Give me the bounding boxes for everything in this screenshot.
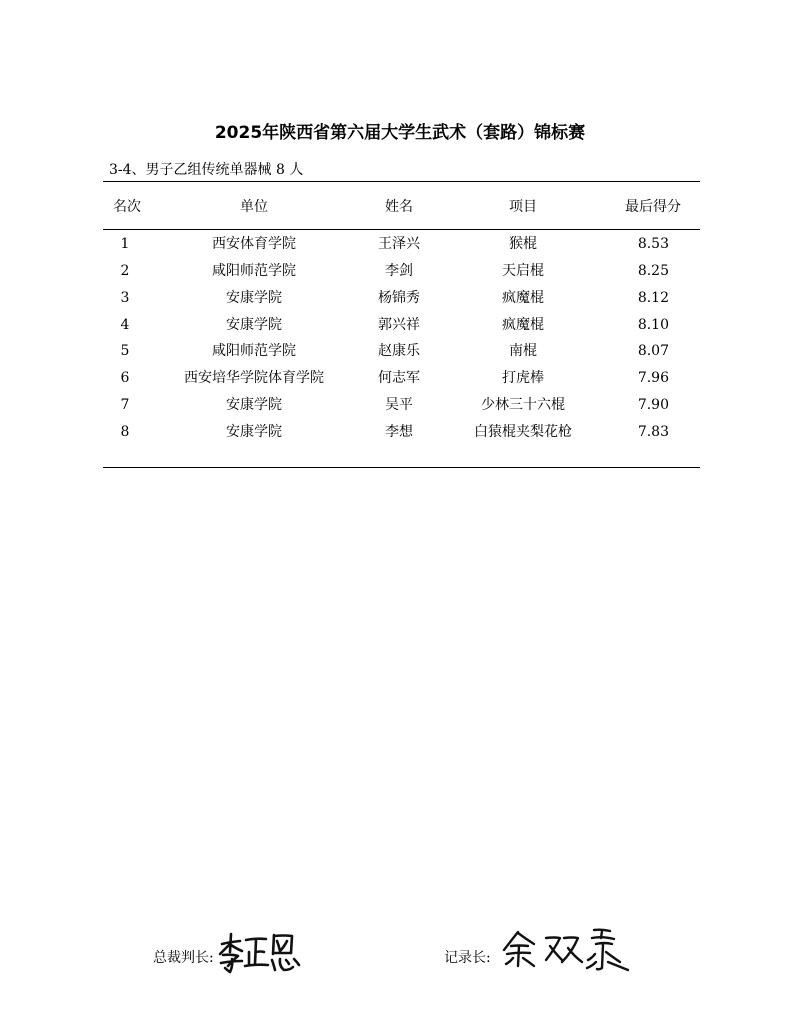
table-row [103,312,700,338]
cell-rank: 7 [120,397,130,413]
header-event: 项目 [509,199,537,215]
cell-score: 8.07 [637,343,669,359]
header-name: 姓名 [385,199,413,215]
cell-rank: 2 [120,263,130,279]
event-subtitle: 3-4、男子乙组传统单器械 8 人 [109,162,304,178]
cell-rank: 3 [120,290,130,306]
cell-name: 李想 [385,424,413,440]
cell-unit: 咸阳师范学院 [212,343,296,359]
cell-unit: 安康学院 [226,424,282,440]
cell-name: 吴平 [385,397,413,413]
table-header-row [103,194,700,220]
cell-unit: 咸阳师范学院 [212,263,296,279]
cell-name: 何志军 [378,370,420,386]
cell-score: 8.10 [637,317,669,333]
table-row [103,419,700,445]
cell-name: 郭兴祥 [378,317,420,333]
cell-rank: 1 [120,236,130,252]
cell-event: 猴棍 [509,236,537,252]
header-score: 最后得分 [625,199,681,215]
recorder-label: 记录长: [444,950,491,966]
page-title: 2025年陕西省第六届大学生武术（套路）锦标赛 [214,123,586,143]
table-row [103,231,700,257]
cell-event: 少林三十六棍 [481,397,565,413]
chief-judge-signature [218,930,302,974]
cell-rank: 8 [120,424,130,440]
cell-unit: 西安体育学院 [212,236,296,252]
cell-event: 疯魔棍 [502,317,544,333]
cell-unit: 安康学院 [226,397,282,413]
cell-event: 白猿棍夹梨花枪 [474,424,572,440]
cell-unit: 安康学院 [226,290,282,306]
cell-rank: 6 [120,370,130,386]
cell-unit: 西安培华学院体育学院 [184,370,324,386]
cell-name: 赵康乐 [378,343,420,359]
cell-name: 王泽兴 [378,236,420,252]
cell-score: 8.53 [637,236,669,252]
cell-event: 南棍 [509,343,537,359]
cell-event: 打虎棒 [502,370,544,386]
cell-unit: 安康学院 [226,317,282,333]
chief-judge-label: 总裁判长: [153,950,214,966]
table-row [103,365,700,391]
table-row [103,285,700,311]
cell-rank: 4 [120,317,130,333]
cell-event: 天启棍 [502,263,544,279]
cell-score: 7.83 [637,424,669,440]
recorder-signature [502,926,632,974]
table-row [103,258,700,284]
header-rank: 名次 [113,199,141,215]
header-unit: 单位 [240,199,268,215]
cell-score: 7.96 [637,370,669,386]
cell-name: 杨锦秀 [378,290,420,306]
cell-score: 8.25 [637,263,669,279]
cell-score: 7.90 [637,397,669,413]
cell-name: 李剑 [385,263,413,279]
cell-event: 疯魔棍 [502,290,544,306]
table-row [103,392,700,418]
cell-score: 8.12 [637,290,669,306]
cell-rank: 5 [120,343,130,359]
table-header-rule [103,229,700,230]
table-row [103,338,700,364]
table-top-rule [103,181,700,182]
table-bottom-rule [103,467,700,468]
